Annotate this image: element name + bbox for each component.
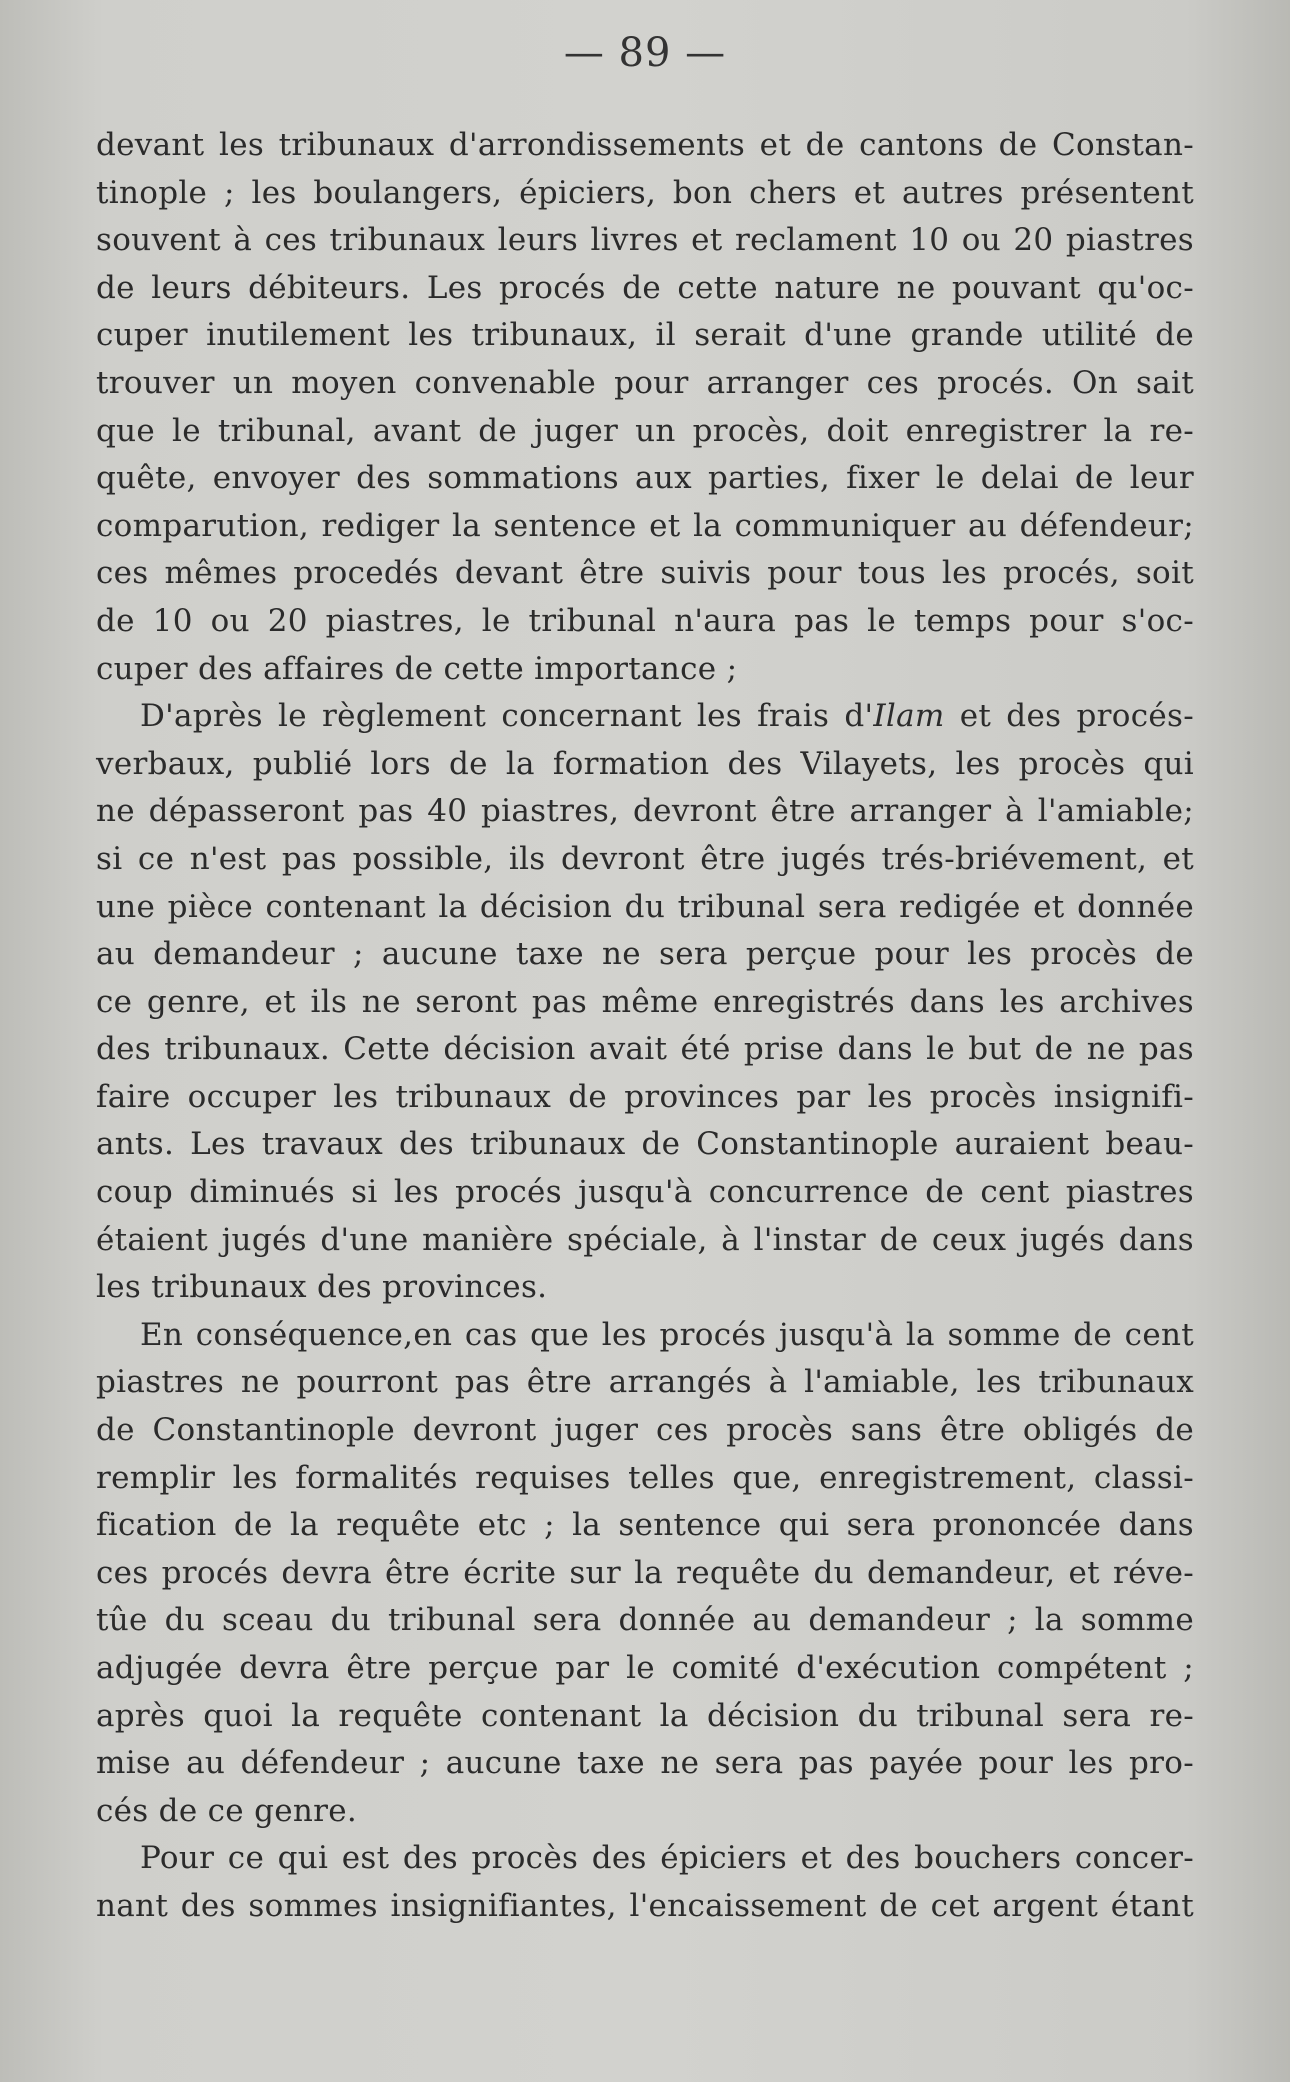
text-line: si ce n'est pas possible, ils devront être jugés trés-briévement, et xyxy=(96,840,1194,877)
body-text xyxy=(96,122,1194,1931)
text-line: ne dépasseront pas 40 piastres, devront être arranger à l'amiable; xyxy=(96,793,1194,830)
text-line: comparution, rediger la sentence et la communiquer au défendeur; xyxy=(96,507,1194,544)
text-line: coup diminués si les procés jusqu'à concurrence de cent piastres xyxy=(96,1174,1194,1211)
text-line: ce genre, et ils ne seront pas même enregistrés dans les archives xyxy=(96,983,1194,1020)
text-line: cuper des affaires de cette importance ; xyxy=(96,650,738,687)
text-line: au demandeur ; aucune taxe ne sera perçue pour les procès de xyxy=(96,936,1194,973)
text-line: des tribunaux. Cette décision avait été prise dans le but de ne pas xyxy=(96,1031,1194,1068)
text-line: quête, envoyer des sommations aux parties, fixer le delai de leur xyxy=(96,460,1194,497)
text-line: devant les tribunaux d'arrondissements et de cantons de Constan- xyxy=(96,127,1194,163)
text-line: souvent à ces tribunaux leurs livres et reclament 10 ou 20 piastres xyxy=(96,222,1194,259)
text-line: que le tribunal, avant de juger un procès, doit enregistrer la re- xyxy=(96,412,1194,449)
text-line: les tribunaux des provinces. xyxy=(96,1269,548,1306)
text-line: de 10 ou 20 piastres, le tribunal n'aura pas le temps pour s'oc- xyxy=(96,602,1194,639)
text-line: Pour ce qui est des procès des épiciers et des bouchers concer- xyxy=(140,1840,1194,1877)
text-line: nant des sommes insignifiantes, l'encaissement de cet argent étant xyxy=(96,1887,1194,1924)
text-line: adjugée devra être perçue par le comité d'exécution compétent ; xyxy=(96,1650,1194,1686)
text-line: cés de ce genre. xyxy=(96,1792,358,1829)
text-line: tinople ; les boulangers, épiciers, bon chers et autres présentent xyxy=(96,174,1194,211)
text-line: D'après le règlement concernant les frais d'Ilam et des procés- xyxy=(140,698,1194,735)
text-line: En conséquence,en cas que les procés jusqu'à la somme de cent xyxy=(140,1316,1194,1353)
text-line: ces mêmes procedés devant être suivis pour tous les procés, soit xyxy=(96,555,1194,592)
text-line: mise au défendeur ; aucune taxe ne sera pas payée pour les pro- xyxy=(96,1745,1194,1782)
italic-term: Ilam xyxy=(873,698,945,735)
text-line: une pièce contenant la décision du tribunal sera redigée et donnée xyxy=(96,888,1194,925)
text-line: ants. Les travaux des tribunaux de Constantinople auraient beau- xyxy=(96,1126,1194,1163)
text-line: ces procés devra être écrite sur la requête du demandeur, et réve- xyxy=(96,1554,1194,1591)
text-line: fication de la requête etc ; la sentence qui sera prononcée dans xyxy=(96,1507,1194,1544)
text-line: tûe du sceau du tribunal sera donnée au demandeur ; la somme xyxy=(96,1602,1194,1639)
text-line: remplir les formalités requises telles que, enregistrement, classi- xyxy=(96,1459,1194,1496)
text-line: de Constantinople devront juger ces procès sans être obligés de xyxy=(96,1412,1194,1449)
text-line: étaient jugés d'une manière spéciale, à l'instar de ceux jugés dans xyxy=(96,1221,1194,1258)
text-line: après quoi la requête contenant la décision du tribunal sera re- xyxy=(96,1697,1194,1734)
page-number: — 89 — xyxy=(563,30,727,76)
text-line: faire occuper les tribunaux de provinces par les procès insignifi- xyxy=(96,1078,1194,1115)
text-line: verbaux, publié lors de la formation des Vilayets, les procès qui xyxy=(96,745,1194,782)
text-line: cuper inutilement les tribunaux, il serait d'une grande utilité de xyxy=(96,317,1194,354)
text-line: piastres ne pourront pas être arrangés à l'amiable, les tribunaux xyxy=(96,1364,1194,1401)
text-line: de leurs débiteurs. Les procés de cette nature ne pouvant qu'oc- xyxy=(96,269,1194,306)
text-line: trouver un moyen convenable pour arranger ces procés. On sait xyxy=(96,364,1194,401)
